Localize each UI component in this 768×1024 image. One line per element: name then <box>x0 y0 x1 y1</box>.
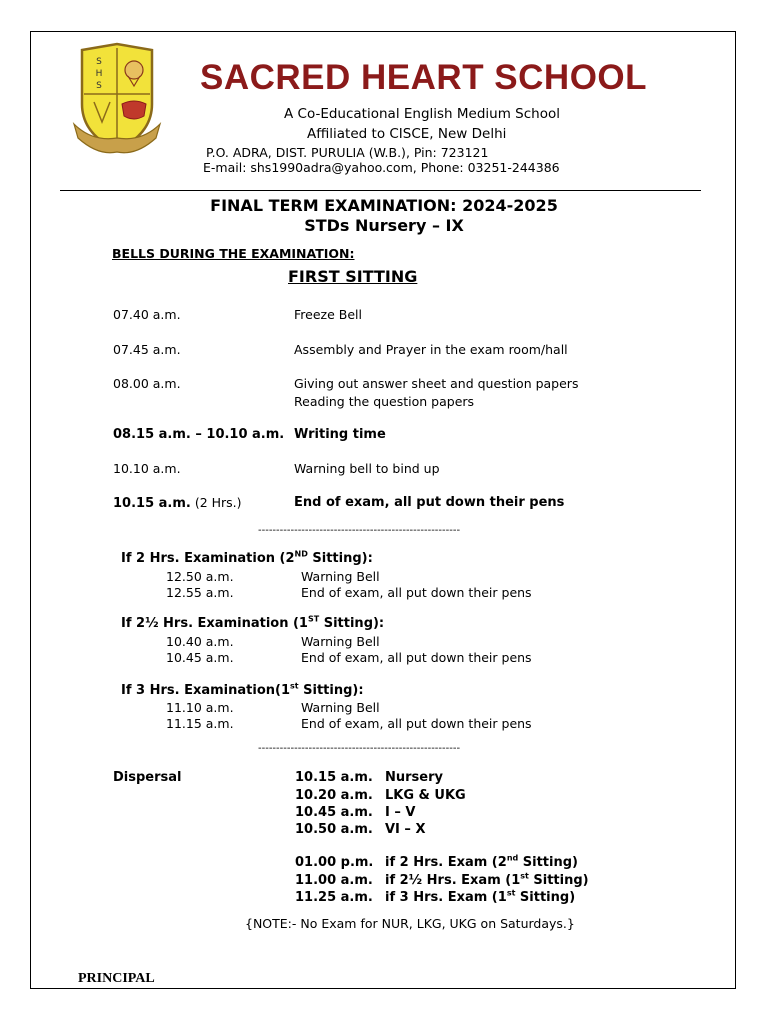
alt-exam-time: 12.50 a.m. <box>166 569 234 584</box>
schedule-row-final <box>113 495 242 511</box>
schedule-event: Warning bell to bind up <box>294 461 440 476</box>
dispersal-time: 10.15 a.m. <box>295 770 373 785</box>
school-affiliation: Affiliated to CISCE, New Delhi <box>307 126 507 142</box>
alt-exam-heading: If 2 Hrs. Examination (2ND Sitting): <box>121 549 373 566</box>
school-crest-logo <box>72 42 162 164</box>
bells-heading: BELLS DURING THE EXAMINATION: <box>112 246 355 261</box>
alt-exam-event: Warning Bell <box>301 569 380 584</box>
schedule-time-note: (2 Hrs.) <box>190 495 242 510</box>
exam-title: FINAL TERM EXAMINATION: 2024-2025 <box>210 196 558 215</box>
schedule-event: End of exam, all put down their pens <box>294 495 565 510</box>
dispersal-group: LKG & UKG <box>385 788 466 803</box>
saturday-note: {NOTE:- No Exam for NUR, LKG, UKG on Saturdays.} <box>245 916 575 931</box>
alt-exam-heading: If 3 Hrs. Examination(1st Sitting): <box>121 681 364 698</box>
schedule-time: 10.15 a.m. <box>113 496 191 511</box>
dispersal-time: 10.20 a.m. <box>295 788 373 803</box>
alt-exam-event: Warning Bell <box>301 634 380 649</box>
separator-line: -------------------------------------------------------- <box>258 525 461 536</box>
schedule-event: Giving out answer sheet and question papers <box>294 376 579 391</box>
alt-exam-event: Warning Bell <box>301 700 380 715</box>
svg-text:S: S <box>96 57 102 67</box>
schedule-time: 10.10 a.m. <box>113 461 181 476</box>
dispersal-condition: if 2 Hrs. Exam (2nd Sitting) <box>385 853 578 870</box>
dispersal-time: 11.25 a.m. <box>295 890 373 905</box>
schedule-time: 07.40 a.m. <box>113 307 181 322</box>
exam-subtitle: STDs Nursery – IX <box>304 216 464 235</box>
schedule-event: Freeze Bell <box>294 307 362 322</box>
dispersal-group: VI – X <box>385 822 426 837</box>
alt-exam-time: 11.15 a.m. <box>166 716 234 731</box>
alt-exam-time: 10.40 a.m. <box>166 634 234 649</box>
alt-exam-time: 11.10 a.m. <box>166 700 234 715</box>
dispersal-condition: if 2½ Hrs. Exam (1st Sitting) <box>385 871 589 888</box>
first-sitting-heading: FIRST SITTING <box>288 267 418 286</box>
dispersal-label: Dispersal <box>113 770 182 785</box>
school-tagline: A Co-Educational English Medium School <box>284 106 560 122</box>
school-name: SACRED HEART SCHOOL <box>200 58 648 97</box>
dispersal-time: 01.00 p.m. <box>295 855 374 870</box>
svg-text:S: S <box>96 81 102 91</box>
schedule-time: 08.00 a.m. <box>113 376 181 391</box>
separator-line: -------------------------------------------------------- <box>258 743 461 754</box>
schedule-time: 08.15 a.m. – 10.10 a.m. <box>113 427 285 442</box>
school-contact: E-mail: shs1990adra@yahoo.com, Phone: 03251-244386 <box>203 160 560 175</box>
principal-signature-label: PRINCIPAL <box>78 971 155 986</box>
alt-exam-event: End of exam, all put down their pens <box>301 650 532 665</box>
alt-exam-time: 12.55 a.m. <box>166 585 234 600</box>
dispersal-time: 10.50 a.m. <box>295 822 373 837</box>
svg-text:H: H <box>95 69 103 79</box>
dispersal-condition: if 3 Hrs. Exam (1st Sitting) <box>385 888 576 905</box>
schedule-event: Writing time <box>294 427 386 442</box>
school-address: P.O. ADRA, DIST. PURULIA (W.B.), Pin: 723121 <box>206 145 489 160</box>
dispersal-group: Nursery <box>385 770 443 785</box>
alt-exam-heading: If 2½ Hrs. Examination (1ST Sitting): <box>121 614 385 631</box>
schedule-event-secondary: Reading the question papers <box>294 394 475 409</box>
dispersal-time: 11.00 a.m. <box>295 873 373 888</box>
alt-exam-event: End of exam, all put down their pens <box>301 716 532 731</box>
schedule-event: Assembly and Prayer in the exam room/hall <box>294 342 568 357</box>
schedule-time: 07.45 a.m. <box>113 342 181 357</box>
dispersal-group: I – V <box>385 805 416 820</box>
dispersal-time: 10.45 a.m. <box>295 805 373 820</box>
alt-exam-time: 10.45 a.m. <box>166 650 234 665</box>
header-divider <box>60 190 701 191</box>
alt-exam-event: End of exam, all put down their pens <box>301 585 532 600</box>
